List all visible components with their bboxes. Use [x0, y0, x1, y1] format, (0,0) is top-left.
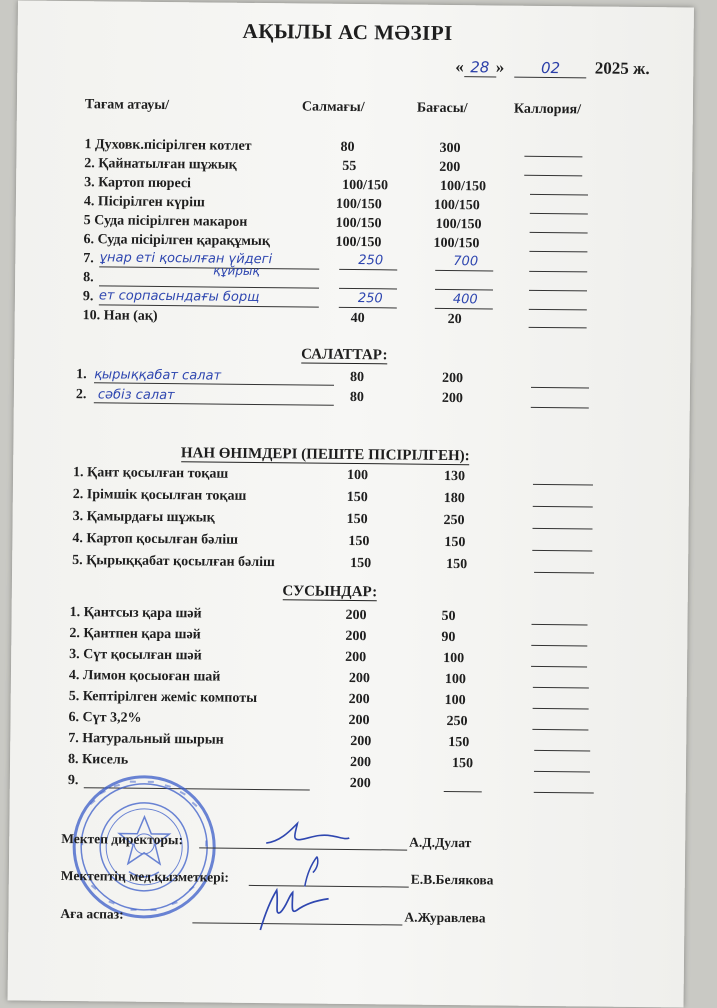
- drink-row: 9. 200: [68, 773, 658, 779]
- handwritten-dish-name: ұнар еті қосылған үйдегі: [99, 250, 273, 268]
- bakery-row: 2. Ірімшік қосылған тоқаш 150 180: [73, 487, 663, 493]
- calorie-blank: [524, 156, 582, 158]
- calorie-blank: [530, 194, 588, 196]
- dish-row: 6. Суда пісірілген қарақұмық 100/150 100/150: [84, 232, 664, 238]
- drink-row: 1. Қантсыз қара шәй 200 50: [70, 605, 660, 611]
- calorie-blank: [531, 645, 587, 647]
- calorie-blank: [533, 484, 593, 486]
- calorie-blank: [529, 290, 587, 292]
- handwritten-salad-name: қырыққабат салат: [94, 367, 222, 384]
- calorie-blank: [529, 309, 587, 311]
- bakery-row: 1. Қант қосылған тоқаш 100 130: [73, 465, 663, 471]
- calorie-blank: [533, 506, 593, 508]
- calorie-blank: [530, 213, 588, 215]
- menu-sheet: [8, 0, 694, 1007]
- salads-title: САЛАТТАР:: [301, 346, 388, 364]
- calorie-blank: [531, 407, 589, 409]
- signature-row-nurse: Мектептің мед.қызметкері: Е.В.Белякова: [61, 868, 541, 873]
- drink-row: 7. Натуральный шырын 200 150: [68, 731, 658, 737]
- signature-scribble: [297, 854, 327, 888]
- drink-row: 2. Қантпен қара шәй 200 90: [69, 626, 659, 632]
- drink-row: 6. Сүт 3,2% 200 250: [69, 710, 659, 716]
- calorie-blank: [532, 729, 588, 731]
- drink-row: 8. Кисель 200 150: [68, 752, 658, 758]
- dish-row: 3. Картоп пюресі 100/150 100/150: [84, 175, 664, 181]
- date-month: 02: [514, 59, 586, 79]
- dish-row: 2. Қайнатылған шұжық 55 200: [84, 156, 664, 162]
- header-calories: Каллория/: [513, 101, 582, 118]
- bakery-row: 3. Қамырдағы шұжық 150 250: [73, 509, 663, 515]
- header-weight: Салмағы/: [301, 99, 365, 116]
- signature-row-director: Мектеп директоры: А.Д.Дулат: [61, 831, 541, 836]
- bakery-row: 4. Картоп қосылған бәліш 150 150: [72, 531, 662, 537]
- calorie-blank: [532, 624, 588, 626]
- calorie-blank: [533, 687, 589, 689]
- header-price: Бағасы/: [416, 100, 468, 117]
- header-name: Тағам атауы/: [84, 97, 170, 114]
- salad-row: 1. қырыққабат салат 80 200: [76, 367, 656, 373]
- calorie-blank: [529, 271, 587, 273]
- dish-row: 1 Духовк.пісірілген котлет 80 300: [85, 137, 665, 143]
- drinks-title: СУСЫНДАР:: [282, 583, 378, 601]
- salad-row: 2. сәбіз салат 80 200: [76, 387, 656, 393]
- drink-row: 4. Лимон қосыоған шай 200 100: [69, 668, 659, 674]
- calorie-blank: [531, 387, 589, 389]
- calorie-blank: [530, 232, 588, 234]
- handwritten-salad-name: сәбіз салат: [97, 387, 175, 404]
- signature-row-chef: Аға аспаз: А.Журавлева: [61, 906, 541, 911]
- dish-row: 5 Суда пісірілген макарон 100/150 100/150: [84, 213, 664, 219]
- dish-row: 10. Нан (ақ) 40 20: [83, 308, 663, 314]
- signature-scribble: [261, 819, 351, 850]
- calorie-blank: [532, 550, 592, 552]
- calorie-blank: [534, 572, 594, 574]
- date-line: « 28 » 02 2025 ж.: [455, 57, 650, 79]
- calorie-blank: [534, 792, 594, 794]
- date-day: 28: [464, 58, 496, 77]
- drink-row: 5. Кептірілген жеміс компоты 200 100: [69, 689, 659, 695]
- handwritten-dish-name: ет сорпасындағы борщ: [98, 288, 260, 306]
- dish-row-handwritten: 8. құйрық: [83, 270, 663, 276]
- dish-row-handwritten: 7. ұнар еті қосылған үйдегі 250 700: [83, 251, 663, 257]
- dish-row-handwritten: 9. ет сорпасындағы борщ 250 400: [83, 289, 663, 295]
- calorie-blank: [533, 708, 589, 710]
- calorie-blank: [531, 666, 587, 668]
- drink-row: 3. Сүт қосылған шәй 200 100: [69, 647, 659, 653]
- calorie-blank: [529, 327, 587, 329]
- calorie-blank: [534, 771, 590, 773]
- bakery-title: НАН ӨНІМДЕРІ (ПЕШТЕ ПІСІРІЛГЕН):: [180, 445, 470, 465]
- calorie-blank: [534, 750, 590, 752]
- dish-row: 4. Пісірілген күріш 100/150 100/150: [84, 194, 664, 200]
- calorie-blank: [529, 251, 587, 253]
- signature-scribble: [250, 886, 330, 935]
- page-title: АҚЫЛЫ АС МӘЗІРІ: [242, 18, 453, 46]
- calorie-blank: [524, 175, 582, 177]
- calorie-blank: [533, 528, 593, 530]
- bakery-row: 5. Қырыққабат қосылған бәліш 150 150: [72, 553, 662, 559]
- date-year: 2025 ж.: [594, 58, 650, 79]
